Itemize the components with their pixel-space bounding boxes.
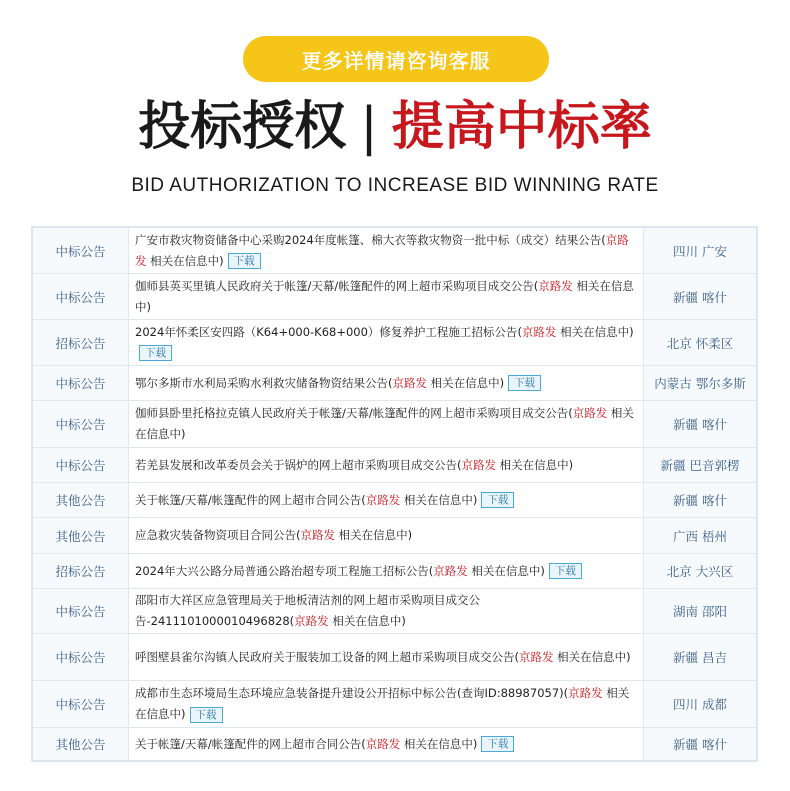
- announcement-location: 广西 梧州: [644, 518, 756, 553]
- headline-right: 提高中标率: [391, 97, 652, 157]
- subtitle: BID AUTHORIZATION TO INCREASE BID WINNING RATE: [131, 175, 659, 196]
- announcement-location: 北京 怀柔区: [644, 320, 756, 365]
- announcement-title-cell[interactable]: 呼图壁县雀尔沟镇人民政府关于服装加工设备的网上超市采购项目成交公告(京路发 相关在信息中): [129, 634, 644, 680]
- table-row: [33, 228, 756, 274]
- table-row: [33, 589, 756, 634]
- table-row: [33, 681, 756, 728]
- table-row: [33, 518, 756, 554]
- download-button[interactable]: 下载: [481, 736, 514, 752]
- announcement-title[interactable]: 邵阳市大祥区应急管理局关于地板清洁剂的网上超市采购项目成交公告-2411101000010496828: [135, 593, 480, 628]
- table-row: [33, 634, 756, 681]
- table-row: [33, 401, 756, 448]
- announcement-title[interactable]: 关于帐篷/天幕/帐篷配件的网上超市合同公告: [135, 736, 362, 751]
- source-tag: 京路发: [294, 614, 329, 628]
- announcement-location: 四川 成都: [644, 681, 756, 727]
- download-button[interactable]: 下载: [481, 492, 514, 508]
- announcement-title[interactable]: 应急救灾装备物资项目合同公告: [135, 528, 296, 542]
- announcement-type: 其他公告: [33, 483, 129, 517]
- announcement-title-cell[interactable]: 2024年怀柔区安四路（K64+000-K68+000）修复养护工程施工招标公告(京路发 相关在信息中)下载: [129, 320, 644, 365]
- source-tag: 京路发: [568, 686, 603, 700]
- announcement-title[interactable]: 若羌县发展和改革委员会关于锅炉的网上超市采购项目成交公告: [135, 457, 457, 472]
- announcement-type: 招标公告: [33, 554, 129, 588]
- download-button[interactable]: 下载: [190, 707, 223, 723]
- announcement-type: 中标公告: [33, 366, 129, 400]
- table-row: [33, 554, 756, 589]
- announcement-title-cell[interactable]: 鄂尔多斯市水利局采购水利救灾储备物资结果公告(京路发 相关在信息中) 下载: [129, 366, 644, 400]
- announcement-title-cell[interactable]: 伽师县卧里托格拉克镇人民政府关于帐篷/天幕/帐篷配件的网上超市采购项目成交公告(京路发 相关在信息中): [129, 401, 644, 447]
- consult-customer-service-pill[interactable]: [243, 36, 549, 82]
- announcement-title[interactable]: 伽师县卧里托格拉克镇人民政府关于帐篷/天幕/帐篷配件的网上超市采购项目成交公告: [135, 406, 569, 420]
- announcement-location: 新疆 喀什: [644, 274, 756, 319]
- announcement-type: 中标公告: [33, 401, 129, 447]
- headline: [0, 92, 790, 162]
- announcement-type: 中标公告: [33, 274, 129, 319]
- announcement-title[interactable]: 广安市救灾物资储备中心采购2024年度帐篷、棉大衣等救灾物资一批中标（成交）结果公告: [135, 232, 602, 247]
- download-button[interactable]: 下载: [549, 563, 582, 579]
- announcement-title-cell[interactable]: 关于帐篷/天幕/帐篷配件的网上超市合同公告(京路发 相关在信息中) 下载: [129, 728, 644, 760]
- source-tag: 京路发: [300, 528, 335, 542]
- announcement-location: 内蒙古 鄂尔多斯: [644, 366, 756, 400]
- source-tag: 京路发: [433, 563, 468, 578]
- announcement-type: 招标公告: [33, 320, 129, 365]
- announcement-location: 新疆 昌吉: [644, 634, 756, 680]
- announcement-location: 新疆 喀什: [644, 728, 756, 760]
- announcement-table: [31, 226, 758, 762]
- source-tag: 京路发: [135, 232, 629, 268]
- download-button[interactable]: 下载: [508, 375, 541, 391]
- announcement-title[interactable]: 2024年怀柔区安四路（K64+000-K68+000）修复养护工程施工招标公告: [135, 324, 518, 339]
- source-tag: 京路发: [365, 736, 401, 751]
- table-row: [33, 320, 756, 366]
- announcement-title-cell[interactable]: 成都市生态环境局生态环境应急装备提升建设公开招标中标公告(查询ID:88987057)(京路发 相关在信息中) 下载: [129, 681, 644, 727]
- announcement-title[interactable]: 伽师县英买里镇人民政府关于帐篷/天幕/帐篷配件的网上超市采购项目成交公告: [135, 278, 534, 293]
- source-tag: 京路发: [461, 457, 496, 472]
- announcement-title-cell[interactable]: 应急救灾装备物资项目合同公告(京路发 相关在信息中): [129, 518, 644, 553]
- source-tag: 京路发: [538, 278, 573, 293]
- source-tag: 京路发: [572, 406, 608, 420]
- announcement-title-cell[interactable]: 若羌县发展和改革委员会关于锅炉的网上超市采购项目成交公告(京路发 相关在信息中): [129, 448, 644, 482]
- announcement-type: 中标公告: [33, 589, 129, 633]
- announcement-location: 湖南 邵阳: [644, 589, 756, 633]
- announcement-type: 中标公告: [33, 681, 129, 727]
- announcement-title[interactable]: 成都市生态环境局生态环境应急装备提升建设公开招标中标公告(查询ID:88987057): [135, 686, 564, 700]
- headline-left: 投标授权: [138, 97, 347, 157]
- source-tag: 京路发: [521, 324, 557, 339]
- table-row: [33, 448, 756, 483]
- announcement-title[interactable]: 关于帐篷/天幕/帐篷配件的网上超市合同公告: [135, 492, 362, 507]
- announcement-location: 新疆 喀什: [644, 483, 756, 517]
- headline-separator: |: [360, 97, 378, 157]
- announcement-title[interactable]: 2024年大兴公路分局普通公路治超专项工程施工招标公告: [135, 563, 429, 578]
- announcement-title-cell[interactable]: 邵阳市大祥区应急管理局关于地板清洁剂的网上超市采购项目成交公告-2411101000010496828(京路发 相关在信息中): [129, 589, 644, 633]
- table-row: [33, 366, 756, 401]
- download-button[interactable]: 下载: [139, 345, 172, 361]
- announcement-title[interactable]: 呼图壁县雀尔沟镇人民政府关于服装加工设备的网上超市采购项目成交公告: [135, 649, 515, 664]
- announcement-location: 新疆 喀什: [644, 401, 756, 447]
- announcement-type: 其他公告: [33, 518, 129, 553]
- announcement-title-cell[interactable]: 伽师县英买里镇人民政府关于帐篷/天幕/帐篷配件的网上超市采购项目成交公告(京路发 相关在信息中): [129, 274, 644, 319]
- announcement-title-cell[interactable]: 关于帐篷/天幕/帐篷配件的网上超市合同公告(京路发 相关在信息中) 下载: [129, 483, 644, 517]
- pill-text: 更多详情请咨询客服: [301, 48, 491, 73]
- announcement-location: 新疆 巴音郭楞: [644, 448, 756, 482]
- announcement-location: 四川 广安: [644, 228, 756, 273]
- announcement-type: 中标公告: [33, 634, 129, 680]
- table-row: [33, 483, 756, 518]
- announcement-type: 其他公告: [33, 728, 129, 760]
- table-row: [33, 728, 756, 760]
- announcement-title-cell[interactable]: 广安市救灾物资储备中心采购2024年度帐篷、棉大衣等救灾物资一批中标（成交）结果公告(京路发 相关在信息中) 下载: [129, 228, 644, 273]
- announcement-title-cell[interactable]: 2024年大兴公路分局普通公路治超专项工程施工招标公告(京路发 相关在信息中) 下载: [129, 554, 644, 588]
- announcement-type: 中标公告: [33, 448, 129, 482]
- source-tag: 京路发: [519, 649, 554, 664]
- table-row: [33, 274, 756, 320]
- download-button[interactable]: 下载: [228, 253, 261, 269]
- announcement-type: 中标公告: [33, 228, 129, 273]
- announcement-location: 北京 大兴区: [644, 554, 756, 588]
- source-tag: 京路发: [365, 492, 401, 507]
- source-tag: 京路发: [392, 375, 427, 390]
- announcement-title[interactable]: 鄂尔多斯市水利局采购水利救灾储备物资结果公告: [135, 375, 388, 390]
